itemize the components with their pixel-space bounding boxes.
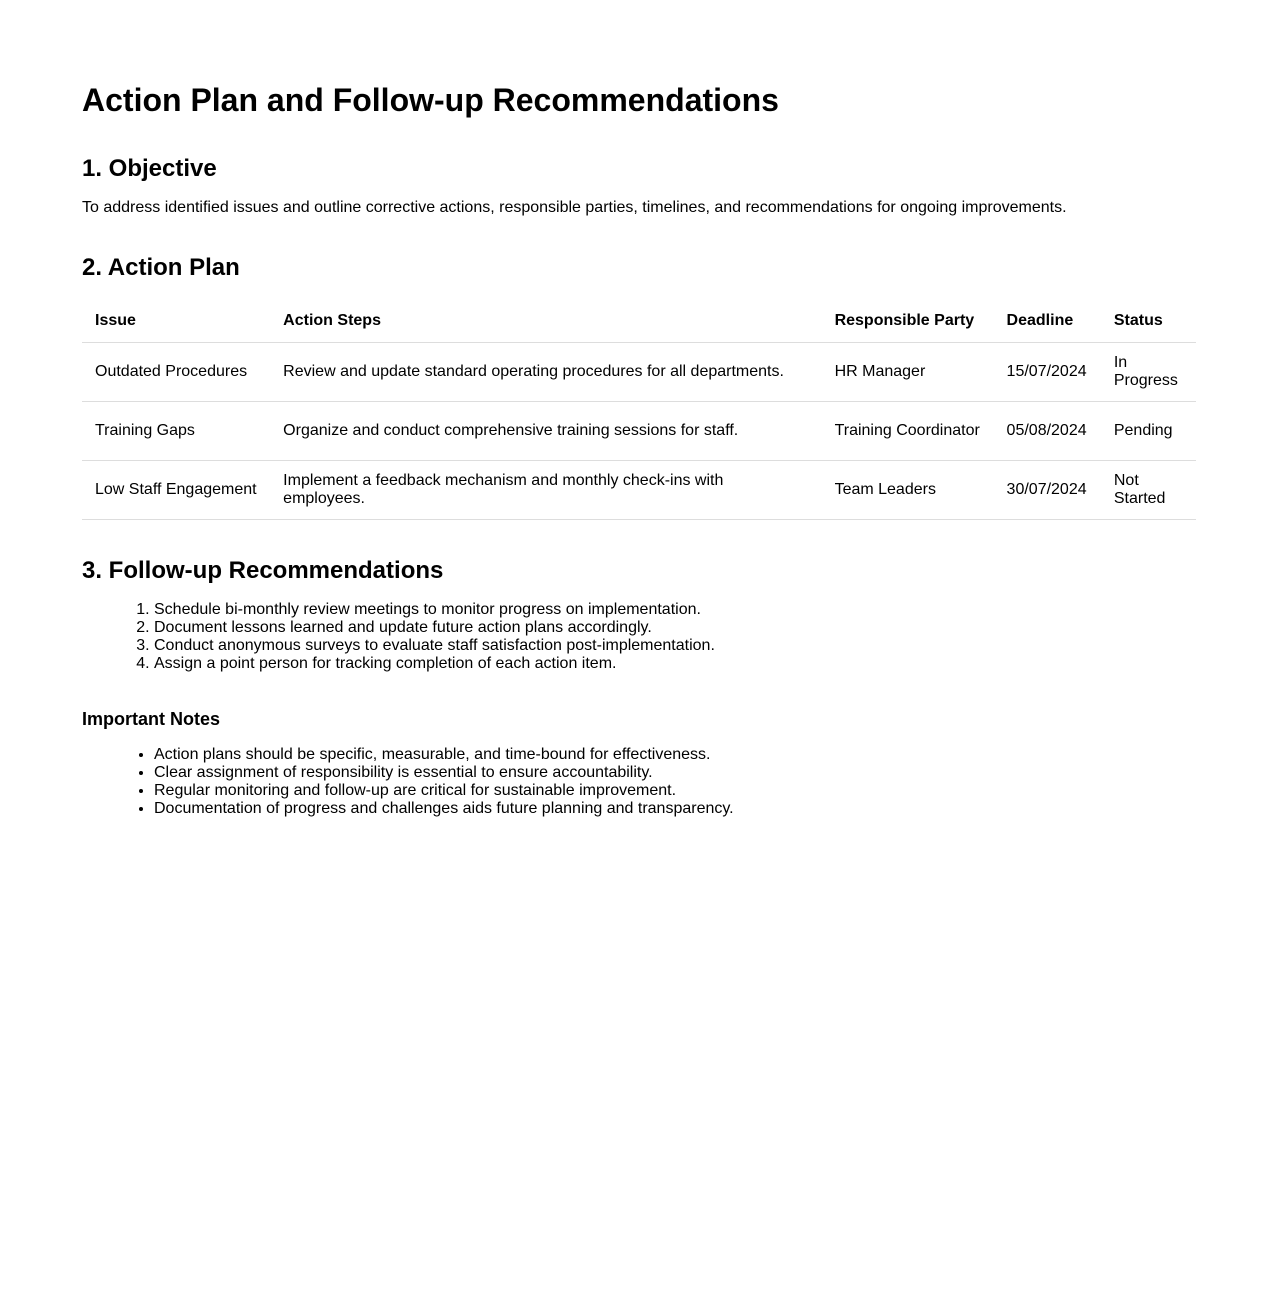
cell-action-steps: Implement a feedback mechanism and monthly check-ins with employees. (270, 461, 821, 520)
table-row (82, 461, 1196, 520)
table-row (82, 402, 1196, 461)
cell-responsible-party: Training Coordinator (822, 402, 994, 461)
cell-deadline: 30/07/2024 (994, 461, 1101, 520)
column-header-action-steps: Action Steps (283, 312, 381, 329)
cell-responsible-party: Team Leaders (822, 461, 994, 520)
list-item: 4. Assign a point person for tracking completion of each action item. (154, 655, 715, 673)
page-title: Action Plan and Follow-up Recommendations (82, 82, 779, 118)
column-header-status: Status (1113, 312, 1163, 329)
column-header-responsible-party: Responsible Party (834, 312, 975, 329)
cell-deadline: 15/07/2024 (994, 343, 1101, 402)
list-item: 2. Document lessons learned and update future action plans accordingly. (154, 619, 715, 637)
action-plan-heading: 2. Action Plan (82, 254, 240, 281)
follow-up-heading: 3. Follow-up Recommendations (82, 557, 444, 584)
important-notes-heading: Important Notes (82, 709, 221, 729)
objective-text: To address identified issues and outline corrective actions, responsible parties, timelines, and recommendations for ongoing improvements. (82, 199, 1067, 216)
list-item: • Regular monitoring and follow-up are critical for sustainable improvement. (154, 782, 734, 800)
table-header-row (82, 300, 1196, 343)
table-row (82, 343, 1196, 402)
cell-deadline: 05/08/2024 (994, 402, 1101, 461)
objective-heading: 1. Objective (82, 155, 217, 182)
cell-action-steps: Review and update standard operating procedures for all departments. (270, 343, 821, 402)
list-item: • Clear assignment of responsibility is essential to ensure accountability. (154, 764, 734, 782)
cell-issue: Training Gaps (82, 402, 270, 461)
cell-issue: Low Staff Engagement (82, 461, 270, 520)
cell-issue: Outdated Procedures (82, 343, 270, 402)
column-header-deadline: Deadline (1006, 312, 1074, 329)
important-notes-list (82, 746, 734, 818)
list-item: • Action plans should be specific, measurable, and time-bound for effectiveness. (154, 746, 734, 764)
list-item: • Documentation of progress and challenges aids future planning and transparency. (154, 800, 734, 818)
cell-action-steps: Organize and conduct comprehensive training sessions for staff. (270, 402, 821, 461)
cell-status: Pending (1101, 402, 1196, 461)
cell-status: Not Started (1101, 461, 1196, 520)
cell-responsible-party: HR Manager (822, 343, 994, 402)
follow-up-list (82, 601, 715, 673)
action-plan-table (82, 300, 1196, 520)
list-item: 3. Conduct anonymous surveys to evaluate staff satisfaction post-implementation. (154, 637, 715, 655)
cell-status: In Progress (1101, 343, 1196, 402)
column-header-issue: Issue (95, 312, 136, 329)
list-item: 1. Schedule bi-monthly review meetings to monitor progress on implementation. (154, 601, 715, 619)
